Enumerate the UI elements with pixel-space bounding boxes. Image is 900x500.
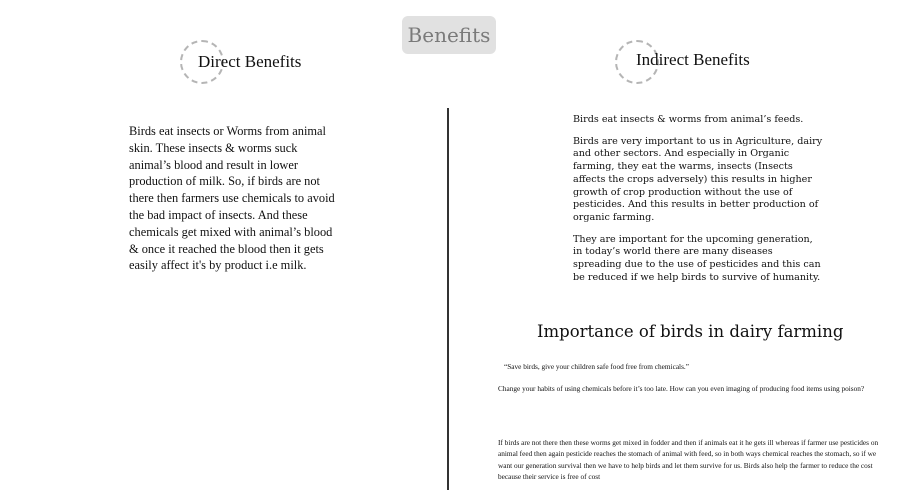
indirect-benefits-text (573, 114, 823, 293)
direct-benefits-heading: Direct Benefits (198, 52, 302, 71)
indirect-paragraph-3: They are important for the upcoming generation, in today’s world there are many diseases spreading due to the use of pesticides and this can be reduced if we help birds to survive of humanity. (573, 233, 821, 283)
direct-benefits-paragraph: Birds eat insects or Worms from animal skin. These insects & worms suck animal’s blood and result in lower production of milk. So, if birds are not there then farmers use chemicals to avoid the bad impact of insects. And these chemicals get mixed with animal’s blood & once it reached the blood then it gets easily affect it's by product i.e milk. (129, 124, 335, 273)
indirect-benefits-heading: Indirect Benefits (636, 50, 750, 69)
change-habits-text: Change your habits of using chemicals before it’s too late. How can you even imaging of producing food items using poison? (498, 384, 865, 393)
direct-benefits-text (129, 123, 341, 274)
benefits-button[interactable]: Benefits (402, 16, 496, 54)
indirect-paragraph-2: Birds are very important to us in Agriculture, dairy and other sectors. And especially in Organic farming, they eat the warms, insects (Insects affects the crops adversely) this results in higher growth of crop production without the use of pesticides. And this results in better production of organic farming. (573, 135, 823, 223)
vertical-divider (447, 108, 449, 490)
save-birds-quote: “Save birds, give your children safe food free from chemicals.” (504, 362, 689, 371)
birds-importance-text: If birds are not there then these worms get mixed in fodder and then if animals eat it he gets ill whereas if farmer use pesticides on animal feed then again pesticide reaches the stomach of animal with feed, so in both ways chemical reaches the stomach, so if we want our generation survival then we have to help birds and let them survive for us. Birds also help the farmer to reduce the cost because their service is free of cost (498, 438, 879, 482)
indirect-paragraph-1: Birds eat insects & worms from animal’s feeds. (573, 114, 804, 125)
importance-heading: Importance of birds in dairy farming (537, 322, 844, 341)
